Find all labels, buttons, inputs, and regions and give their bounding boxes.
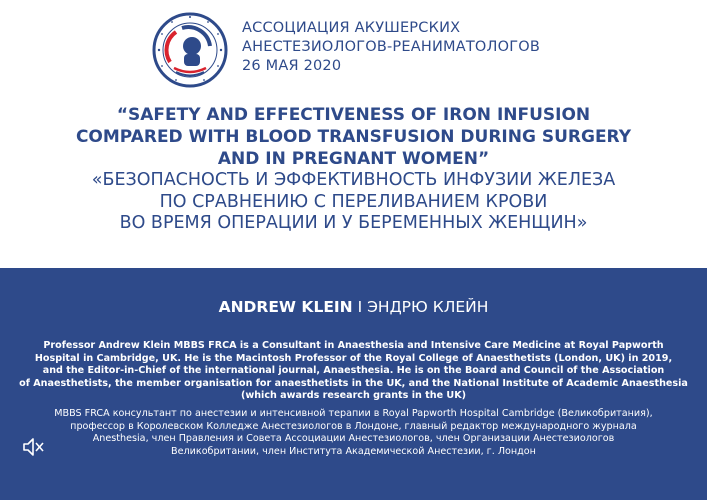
speaker-muted-icon[interactable] — [22, 436, 46, 458]
organization-info — [242, 19, 540, 76]
bio-en-line: Professor Andrew Klein MBBS FRCA is a Consultant in Anaesthesia and Intensive Care Medicine at Royal Papworth — [43, 340, 664, 351]
name-separator: I — [352, 298, 368, 316]
title-en-line: “SAFETY AND EFFECTIVENESS OF IRON INFUSION — [116, 105, 591, 125]
speaker-section — [0, 268, 707, 500]
bio-ru-line: MBBS FRCA консультант по анестезии и интенсивной терапии в Royal Papworth Hospital Cambridge (Великобритания), — [54, 408, 653, 419]
bio-en-line: Hospital in Cambridge, UK. He is the Macintosh Professor of the Royal College of Anaesthetists (London, UK) in 2019, — [34, 352, 673, 364]
title-ru-line: «БЕЗОПАСНОСТЬ И ЭФФЕКТИВНОСТЬ ИНФУЗИИ ЖЕЛЕЗА — [91, 170, 616, 190]
org-name-line1: АССОЦИАЦИЯ АКУШЕРСКИХ — [242, 20, 461, 36]
bio-ru-line: Великобритании, член Института Академической Анестезии, г. Лондон — [171, 445, 536, 457]
event-date: 26 МАЯ 2020 — [242, 58, 342, 74]
title-ru-line: ПО СРАВНЕНИЮ С ПЕРЕЛИВАНИЕМ КРОВИ — [159, 191, 548, 212]
speaker-name-ru: ЭНДРЮ КЛЕЙН — [367, 298, 489, 316]
talk-title — [0, 104, 707, 235]
title-en-line: COMPARED WITH BLOOD TRANSFUSION DURING SURGERY — [75, 127, 632, 147]
speaker-bio-russian — [18, 408, 689, 458]
title-russian — [0, 170, 707, 235]
org-name-line2: АНЕСТЕЗИОЛОГОВ-РЕАНИМАТОЛОГОВ — [242, 39, 541, 55]
title-english — [0, 104, 707, 170]
speaker-name-en: ANDREW KLEIN — [218, 298, 353, 316]
title-en-line: AND IN PREGNANT WOMEN” — [217, 149, 490, 169]
association-logo-icon — [152, 12, 228, 88]
title-ru-line: ВО ВРЕМЯ ОПЕРАЦИИ И У БЕРЕМЕННЫХ ЖЕНЩИН» — [119, 213, 588, 233]
speaker-name — [0, 298, 707, 316]
bio-en-line: and the Editor-in-Chief of the international journal, Anaesthesia. He is on the Board and Council of the Association — [42, 365, 665, 377]
bio-ru-line: профессор в Королевском Колледже Анестезиологов в Лондоне, главный редактор международного журнала — [70, 420, 637, 432]
bio-en-line: (which awards research grants in the UK) — [240, 390, 467, 402]
bio-en-line: of Anaesthetists, the member organisation for anaesthetists in the UK, and the National Institute of Academic Anaesthesia — [19, 377, 688, 389]
speaker-bio-english — [18, 340, 689, 403]
bio-ru-line: Anesthesia, член Правления и Совета Ассоциации Анестезиологов, член Организации Анестезиологов — [92, 433, 615, 445]
